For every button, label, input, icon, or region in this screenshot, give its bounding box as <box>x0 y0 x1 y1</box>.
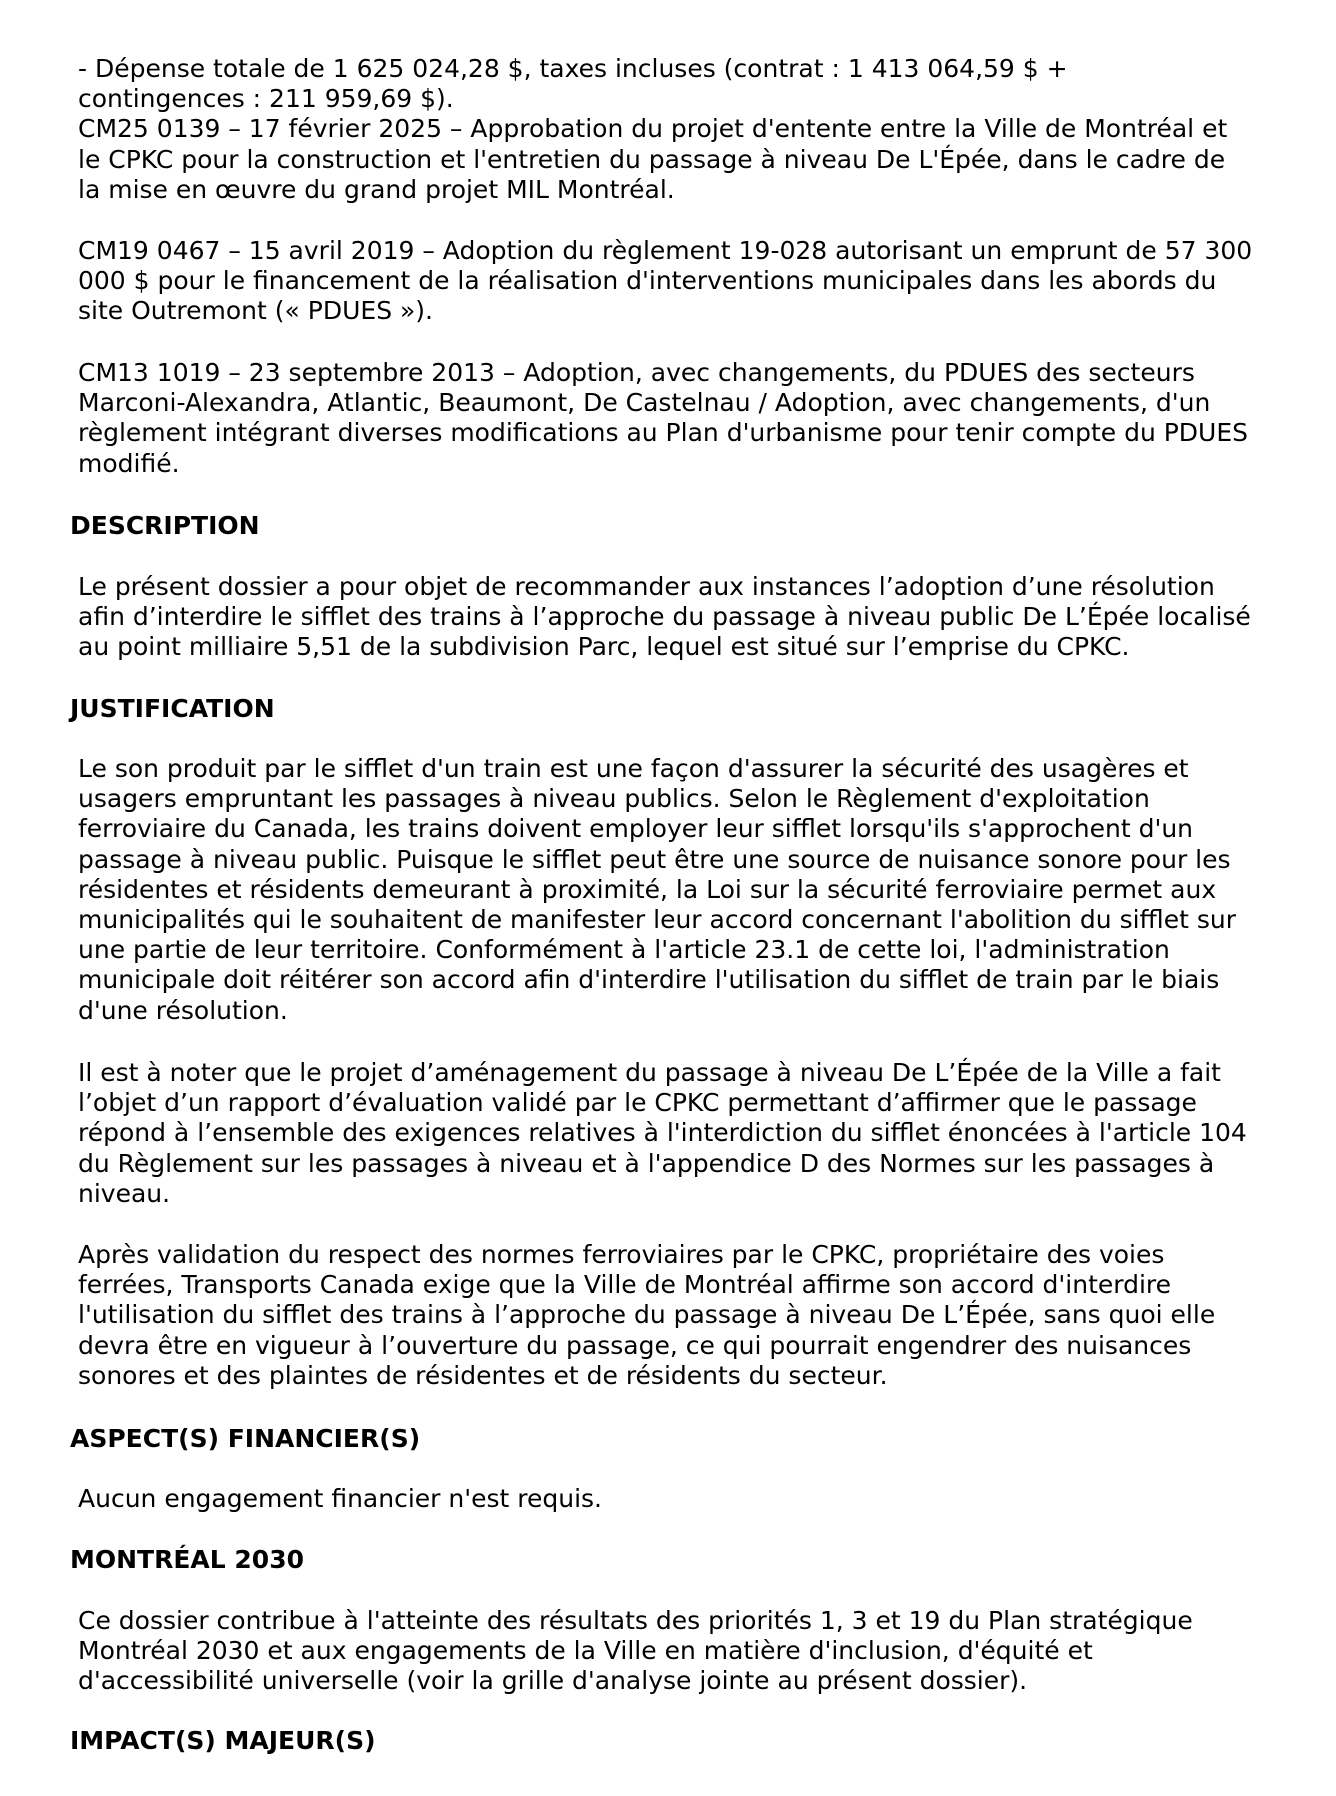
text-line: modifié. <box>78 448 180 478</box>
intro-paragraph <box>78 54 1268 205</box>
text-line: règlement intégrant diverses modifications au Plan d'urbanisme pour tenir compte du PDUES <box>78 418 1249 448</box>
text-line: résidentes et résidents demeurant à proximité, la Loi sur la sécurité ferroviaire permet aux <box>78 874 1217 904</box>
text-line: municipalités qui le souhaitent de manifester leur accord concernant l'abolition du sifflet sur <box>78 905 1236 935</box>
text-line: Montréal 2030 et aux engagements de la Ville en matière d'inclusion, d'équité et <box>78 1636 1093 1666</box>
text-line: Après validation du respect des normes ferroviaires par le CPKC, propriétaire des voies <box>78 1240 1165 1269</box>
text-line: la mise en œuvre du grand projet MIL Montréal. <box>78 174 675 204</box>
text-line: d'une résolution. <box>78 995 288 1025</box>
text-line: une partie de leur territoire. Conformément à l'article 23.1 de cette loi, l'administration <box>78 935 1170 965</box>
text-line: site Outremont (« PDUES »). <box>78 296 434 326</box>
text-line: Le son produit par le sifflet d'un train est une façon d'assurer la sécurité des usagères et <box>78 754 1189 783</box>
text-line: ferrées, Transports Canada exige que la Ville de Montréal affirme son accord d'interdire <box>78 1270 1172 1300</box>
text-line: ferroviaire du Canada, les trains doivent employer leur sifflet lorsqu'ils s'approchent d'un <box>78 814 1194 844</box>
justification-heading: JUSTIFICATION <box>70 694 275 723</box>
text-line: Le présent dossier a pour objet de recommander aux instances l’adoption d’une résolution <box>78 572 1215 601</box>
financial-heading: ASPECT(S) FINANCIER(S) <box>70 1424 421 1453</box>
text-line: l’objet d’un rapport d’évaluation validé par le CPKC permettant d’affirmer que le passage <box>78 1088 1197 1118</box>
text-line: l'utilisation du sifflet des trains à l’approche du passage à niveau De L’Épée, sans quoi elle <box>78 1300 1216 1330</box>
text-line: passage à niveau public. Puisque le sifflet peut être une source de nuisance sonore pour les <box>78 844 1231 874</box>
description-paragraph <box>78 572 1268 663</box>
text-line: du Règlement sur les passages à niveau et à l'appendice D des Normes sur les passages à <box>78 1148 1215 1178</box>
text-line: municipale doit réitérer son accord afin d'interdire l'utilisation du sifflet de train par le biais <box>78 965 1220 995</box>
text-line: CM13 1019 – 23 septembre 2013 – Adoption, avec changements, du PDUES des secteurs <box>78 358 1195 387</box>
text-line: CM19 0467 – 15 avril 2019 – Adoption du règlement 19-028 autorisant un emprunt de 57 300 <box>78 236 1253 265</box>
text-line: CM25 0139 – 17 février 2025 – Approbation du projet d'entente entre la Ville de Montréal et <box>78 114 1228 144</box>
text-line: Marconi-Alexandra, Atlantic, Beaumont, De Castelnau / Adoption, avec changements, d'un <box>78 388 1211 418</box>
montreal2030-paragraph <box>78 1606 1268 1697</box>
text-line: au point milliaire 5,51 de la subdivision Parc, lequel est situé sur l’emprise du CPKC. <box>78 632 1130 662</box>
text-line: usagers empruntant les passages à niveau publics. Selon le Règlement d'exploitation <box>78 784 1150 814</box>
justification-paragraph-1 <box>78 754 1268 1026</box>
description-heading: DESCRIPTION <box>70 511 260 540</box>
financial-paragraph <box>78 1484 1268 1514</box>
text-line: afin d’interdire le sifflet des trains à l’approche du passage à niveau public De L’Épée localisé <box>78 602 1251 632</box>
text-line: 000 $ pour le financement de la réalisation d'interventions municipales dans les abords du <box>78 266 1217 296</box>
text-line: - Dépense totale de 1 625 024,28 $, taxes incluses (contrat : 1 413 064,59 $ + <box>78 54 1068 83</box>
text-line: le CPKC pour la construction et l'entretien du passage à niveau De L'Épée, dans le cadre de <box>78 144 1226 174</box>
text-line: contingences : 211 959,69 $). <box>78 84 454 114</box>
impacts-heading: IMPACT(S) MAJEUR(S) <box>70 1726 376 1755</box>
text-line: Ce dossier contribue à l'atteinte des résultats des priorités 1, 3 et 19 du Plan stratégique <box>78 1606 1193 1635</box>
decision-cm19-paragraph <box>78 236 1268 327</box>
decision-cm13-paragraph <box>78 358 1268 479</box>
text-line: répond à l’ensemble des exigences relatives à l'interdiction du sifflet énoncées à l'article 104 <box>78 1118 1247 1148</box>
text-line: niveau. <box>78 1178 171 1208</box>
justification-paragraph-2 <box>78 1058 1268 1209</box>
text-line: Aucun engagement financier n'est requis. <box>78 1484 602 1513</box>
text-line: devra être en vigueur à l’ouverture du passage, ce qui pourrait engendrer des nuisances <box>78 1330 1192 1360</box>
text-line: d'accessibilité universelle (voir la grille d'analyse jointe au présent dossier). <box>78 1666 1028 1696</box>
montreal2030-heading: MONTRÉAL 2030 <box>70 1545 304 1574</box>
justification-paragraph-3 <box>78 1240 1268 1391</box>
text-line: sonores et des plaintes de résidentes et de résidents du secteur. <box>78 1360 888 1390</box>
text-line: Il est à noter que le projet d’aménagement du passage à niveau De L’Épée de la Ville a fait <box>78 1058 1221 1087</box>
